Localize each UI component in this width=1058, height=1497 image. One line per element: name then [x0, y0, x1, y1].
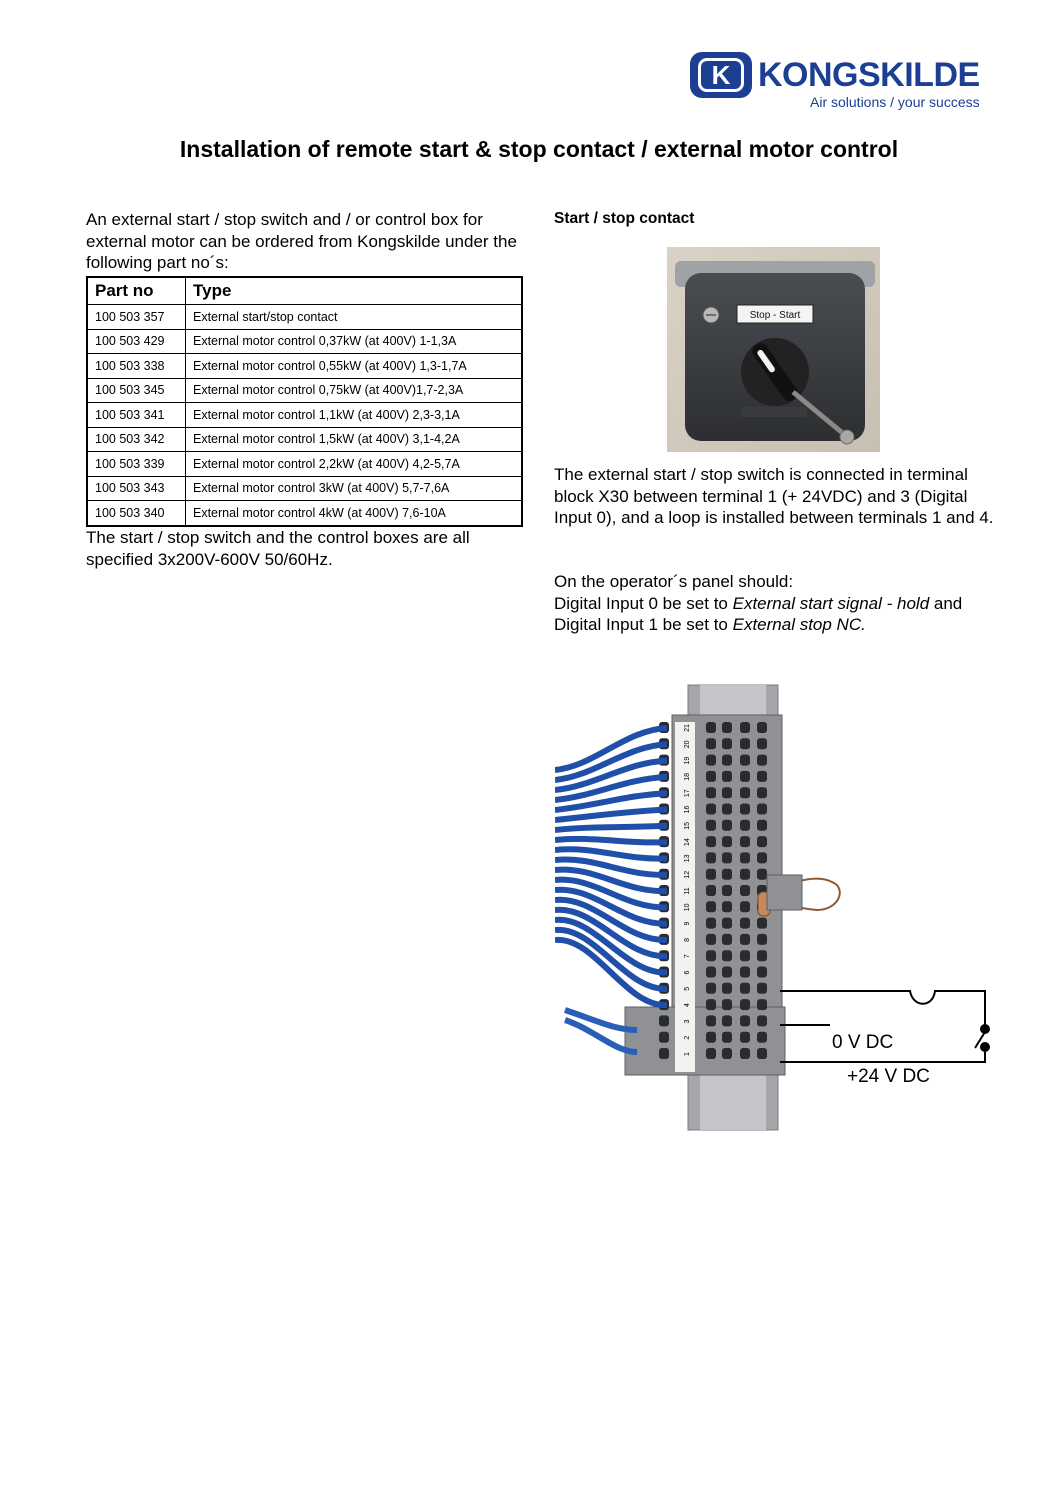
part-no-cell: 100 503 339 — [87, 452, 186, 477]
terminal-number: 3 — [684, 1019, 691, 1024]
terminal-number: 20 — [684, 740, 691, 749]
table-row — [87, 403, 522, 428]
terminal-number: 11 — [684, 887, 691, 895]
intro-paragraph: An external start / stop switch and / or control box for external motor can be ordered from Kongskilde under the following part no´s: — [86, 210, 517, 272]
part-no-cell: 100 503 345 — [87, 378, 186, 403]
terminal-number: 14 — [684, 838, 691, 846]
type-cell: External motor control 4kW (at 400V) 7,6-10A — [186, 501, 523, 526]
table-row — [87, 329, 522, 354]
terminal-number: 6 — [684, 970, 691, 975]
terminal-number: 16 — [684, 805, 691, 814]
column-header-part-no: Part no — [87, 277, 186, 305]
table-row — [87, 501, 522, 526]
table-row — [87, 476, 522, 501]
type-cell: External start/stop contact — [186, 305, 523, 330]
part-no-cell: 100 503 340 — [87, 501, 186, 526]
digital-input-1-line — [554, 614, 1014, 636]
table-row — [87, 354, 522, 379]
terminal-number: 1 — [684, 1052, 691, 1056]
part-no-cell: 100 503 338 — [87, 354, 186, 379]
plus-24vdc-label: +24 V DC — [847, 1066, 930, 1087]
type-cell: External motor control 1,5kW (at 400V) 3,1-4,2A — [186, 427, 523, 452]
terminal-number: 2 — [684, 1035, 691, 1040]
terminal-number: 21 — [684, 724, 691, 732]
digital-input-0-suffix: and — [929, 593, 963, 613]
parts-table — [86, 276, 523, 527]
logo-tagline: Air solutions / your success — [810, 94, 980, 110]
table-row — [87, 452, 522, 477]
kongskilde-logo — [690, 52, 1000, 112]
table-row — [87, 427, 522, 452]
terminal-number: 7 — [684, 954, 691, 959]
terminal-number: 4 — [684, 1003, 691, 1008]
logo-letter: K — [698, 58, 744, 92]
blue-wires — [555, 728, 667, 1052]
terminal-number: 12 — [684, 870, 691, 879]
terminal-number: 8 — [684, 937, 691, 942]
terminal-number: 13 — [684, 854, 691, 863]
digital-input-1-prefix: Digital Input 1 be set to — [554, 615, 733, 634]
specification-note: The start / stop switch and the control boxes are all specified 3x200V-600V 50/60Hz. — [86, 528, 470, 569]
table-header-row — [87, 277, 522, 305]
type-cell: External motor control 0,75kW (at 400V)1,7-2,3A — [186, 378, 523, 403]
type-cell: External motor control 0,55kW (at 400V) 1,3-1,7A — [186, 354, 523, 379]
logo-mark — [690, 52, 752, 98]
terminal-block-wiring-diagram — [555, 680, 1015, 1135]
logo-wordmark: KONGSKILDE — [758, 56, 980, 94]
operator-panel-settings — [554, 571, 1014, 636]
type-cell: External motor control 3kW (at 400V) 5,7-7,6A — [186, 476, 523, 501]
digital-input-0-value: External start signal - hold — [732, 593, 930, 613]
start-stop-switch-photo — [667, 247, 880, 452]
part-no-cell: 100 503 357 — [87, 305, 186, 330]
digital-input-1-value: External stop NC. — [732, 615, 866, 634]
part-no-cell: 100 503 429 — [87, 329, 186, 354]
type-cell: External motor control 1,1kW (at 400V) 2,3-3,1A — [186, 403, 523, 428]
terminal-number: 18 — [684, 773, 691, 781]
part-no-cell: 100 503 342 — [87, 427, 186, 452]
connection-description: The external start / stop switch is connected in terminal block X30 between terminal 1 (+ 24VDC) and 3 (Digital Input 0), and a loop is installed between terminals 1 and 4. — [554, 465, 994, 527]
column-header-type: Type — [186, 277, 523, 305]
terminal-numbers — [684, 724, 691, 1056]
terminal-number: 19 — [684, 756, 691, 765]
part-no-cell: 100 503 343 — [87, 476, 186, 501]
start-stop-heading: Start / stop contact — [554, 210, 695, 227]
table-row — [87, 378, 522, 403]
terminal-number: 17 — [684, 789, 691, 798]
terminal-number: 15 — [684, 821, 691, 830]
type-cell: External motor control 2,2kW (at 400V) 4,2-5,7A — [186, 452, 523, 477]
table-row — [87, 305, 522, 330]
page-title: Installation of remote start & stop contact / external motor control — [179, 136, 899, 162]
panel-intro: On the operator´s panel should: — [554, 572, 794, 591]
digital-input-0-line — [554, 593, 1014, 615]
switch-label: Stop - Start — [749, 310, 801, 321]
type-cell: External motor control 0,37kW (at 400V) 1-1,3A — [186, 329, 523, 354]
terminal-number: 10 — [684, 903, 691, 912]
terminal-number: 5 — [684, 986, 691, 991]
zero-vdc-label: 0 V DC — [832, 1032, 894, 1053]
part-no-cell: 100 503 341 — [87, 403, 186, 428]
digital-input-0-prefix: Digital Input 0 be set to — [554, 593, 733, 613]
terminal-number: 9 — [684, 921, 691, 926]
